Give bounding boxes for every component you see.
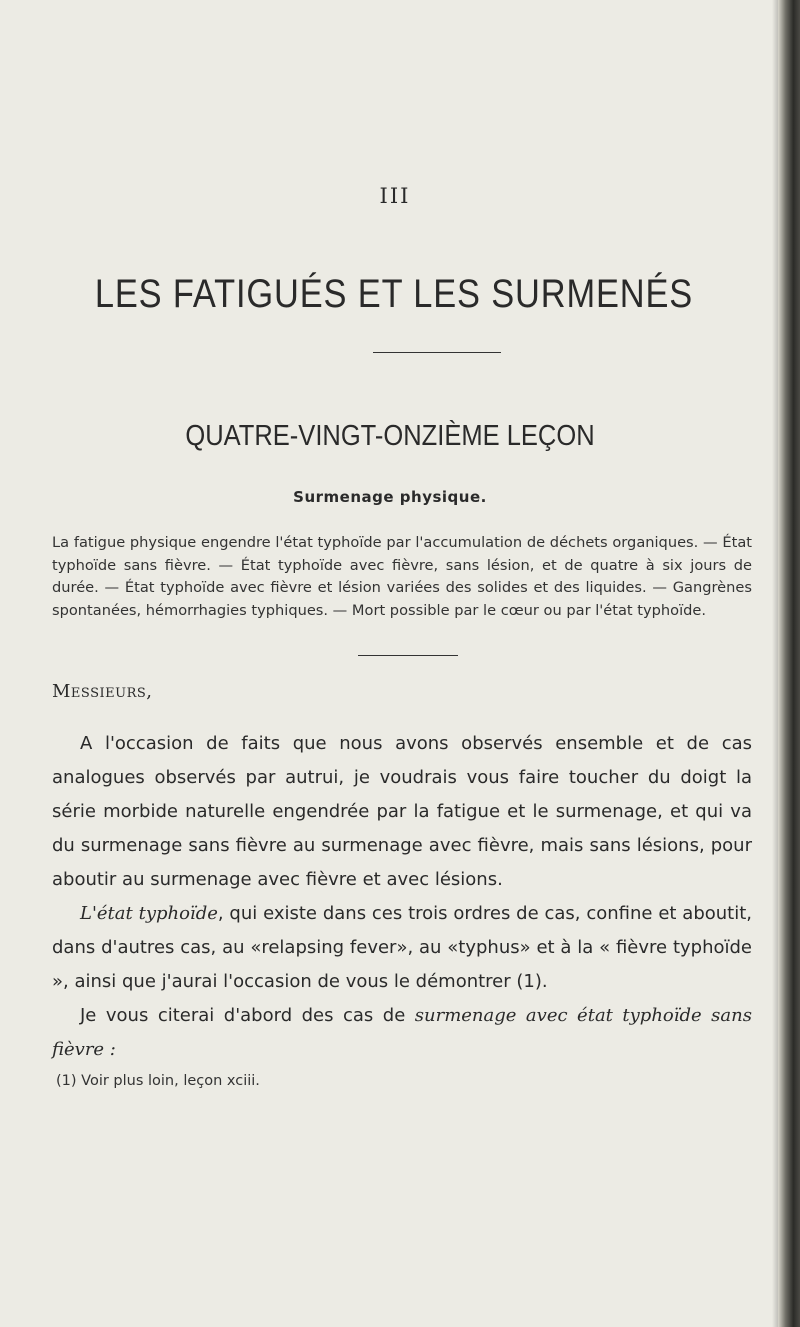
title-divider	[373, 352, 501, 353]
lecon-subject: Surmenage physique.	[293, 488, 487, 506]
footnote: (1) Voir plus loin, leçon xciii.	[56, 1073, 260, 1089]
chapter-number: III	[379, 184, 411, 208]
paragraph-2-italic: L'état typhoïde	[80, 903, 218, 924]
chapter-title: LES FATIGUÉS ET LES SURMENÉS	[94, 272, 694, 316]
paragraph-3	[52, 999, 752, 1067]
paragraph-2	[52, 897, 752, 999]
salutation	[52, 681, 153, 702]
lecon-summary: La fatigue physique engendre l'état typhoïde par l'accumulation de déchets organiques. — État typhoïde sans fièvre. — État typhoïde avec fièvre, sans lésion, et de quatre à six jours de durée. — État typhoïde avec fièvre et lésion variées des solides et des liquides. — Gangrènes spontanées, hémorrhagies typhiques. — Mort possible par le cœur ou par l'état typhoïde.	[52, 534, 752, 619]
salutation-text: Messieurs,	[52, 681, 153, 702]
body-text	[52, 727, 752, 1067]
paragraph-1: A l'occasion de faits que nous avons observés ensemble et de cas analogues observés par autrui, je voudrais vous faire toucher du doigt la série morbide naturelle engendrée par la fatigue et le surmenage, et qui va du surmenage sans fièvre au surmenage avec fièvre, mais sans lésions, pour aboutir au surmenage avec fièvre et avec lésions.	[52, 733, 752, 890]
paragraph-2-text: , qui existe dans ces trois ordres de cas, confine et aboutit, dans d'autres cas, au «relapsing fever», au «typhus» et à la « fièvre typhoïde », ainsi que j'aurai l'occasion de vous le démontrer (1).	[52, 903, 753, 992]
paragraph-3-italic: surmenage avec état typhoïde sans fièvre :	[52, 1005, 752, 1060]
lecon-title: QUATRE-VINGT-ONZIÈME LEÇON	[185, 420, 595, 452]
summary-divider	[358, 655, 458, 656]
paragraph-3-text: Je vous citerai d'abord des cas de	[80, 1005, 415, 1026]
